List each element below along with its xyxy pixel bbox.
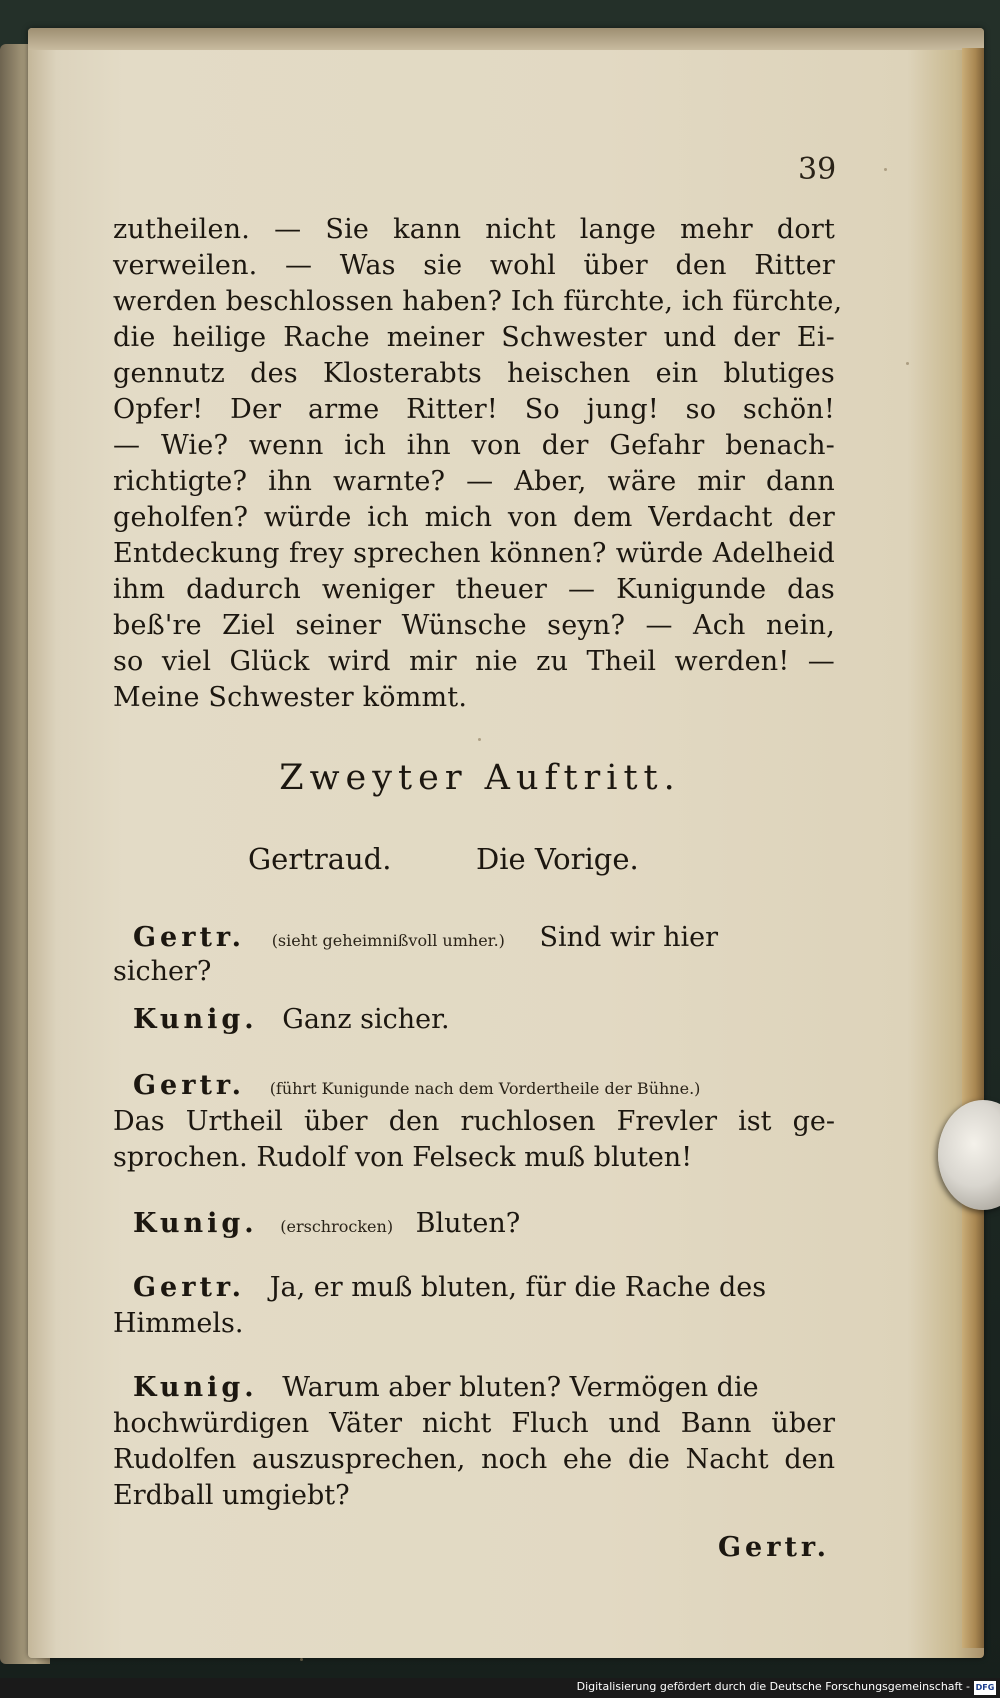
paper-speck xyxy=(884,168,887,171)
dialogue-line xyxy=(113,1002,835,1038)
dfg-logo: DFG xyxy=(974,1681,996,1695)
text-line: verweilen. — Was sie wohl über den Ritter xyxy=(113,250,835,281)
dialogue-line: Das Urtheil über den ruchlosen Frevler ist ge- xyxy=(113,1106,835,1137)
text-line: richtigte? ihn warnte? — Aber, wäre mir dann xyxy=(113,466,835,497)
paper-speck xyxy=(906,362,909,365)
page-right-edge xyxy=(962,48,984,1648)
stage-direction: (sieht geheimnißvoll umher.) xyxy=(271,931,505,950)
dialogue-line xyxy=(113,1068,835,1107)
spoken-text: Ganz sicher. xyxy=(282,1004,450,1035)
dialogue-line: Himmels. xyxy=(113,1308,244,1339)
speaker-name: Gertr. xyxy=(133,1070,246,1101)
catchword: Gertr. xyxy=(718,1532,831,1563)
text-line: zutheilen. — Sie kann nicht lange mehr dort xyxy=(113,214,835,245)
stage-direction: (erschrocken) xyxy=(280,1217,394,1236)
dialogue-line: Rudolfen auszusprechen, noch ehe die Nacht den xyxy=(113,1444,835,1475)
speaker-name: Kunig. xyxy=(133,1004,258,1035)
text-line: Entdeckung frey sprechen können? würde Adelheid xyxy=(113,538,835,569)
text-line: beß're Ziel seiner Wünsche seyn? — Ach nein, xyxy=(113,610,835,641)
speaker-name: Gertr. xyxy=(133,922,246,953)
text-line: die heilige Rache meiner Schwester und der Ei- xyxy=(113,322,835,353)
text-line: ihm dadurch weniger theuer — Kunigunde das xyxy=(113,574,835,605)
spoken-text: Bluten? xyxy=(415,1208,521,1239)
scene-heading: Zweyter Auftritt. xyxy=(279,758,681,798)
speaker-name: Gertr. xyxy=(133,1272,246,1303)
spoken-text: Ja, er muß bluten, für die Rache des xyxy=(269,1272,767,1303)
text-line: Opfer! Der arme Ritter! So jung! so schön! xyxy=(113,394,835,425)
dialogue-line: hochwürdigen Väter nicht Fluch und Bann über xyxy=(113,1408,835,1439)
page-number: 39 xyxy=(798,152,837,187)
speaker-name: Kunig. xyxy=(133,1372,258,1403)
text-line: Meine Schwester kömmt. xyxy=(113,682,468,713)
dialogue-line: Erdball umgiebt? xyxy=(113,1480,350,1511)
dialogue-line xyxy=(113,1370,835,1406)
paper-speck xyxy=(478,738,481,741)
text-line: so viel Glück wird mir nie zu Theil werden! — xyxy=(113,646,835,677)
dialogue-line: sicher? xyxy=(113,956,212,987)
spoken-text: Warum aber bluten? Vermögen die xyxy=(282,1372,759,1403)
dialogue-line xyxy=(113,1206,835,1245)
footer-credit: Digitalisierung gefördert durch die Deutsche Forschungsgemeinschaft - xyxy=(576,1680,970,1693)
text-line: — Wie? wenn ich ihn von der Gefahr benach- xyxy=(113,430,835,461)
dialogue-line: sprochen. Rudolf von Felseck muß bluten! xyxy=(113,1142,693,1173)
text-line: werden beschlossen haben? Ich fürchte, ich fürchte, xyxy=(113,286,843,317)
dialogue-line xyxy=(113,1270,835,1306)
speaker-name: Kunig. xyxy=(133,1208,258,1239)
persons-left: Gertraud. xyxy=(248,842,392,876)
persons-right: Die Vorige. xyxy=(476,842,639,876)
text-line: geholfen? würde ich mich von dem Verdacht der xyxy=(113,502,835,533)
text-line: gennutz des Klosterabts heischen ein blutiges xyxy=(113,358,835,389)
spoken-text: Sind wir hier xyxy=(539,922,719,953)
stage-direction: (führt Kunigunde nach dem Vordertheile der Bühne.) xyxy=(269,1079,701,1098)
paper-speck xyxy=(300,1658,303,1661)
digitization-footer xyxy=(0,1678,1000,1698)
